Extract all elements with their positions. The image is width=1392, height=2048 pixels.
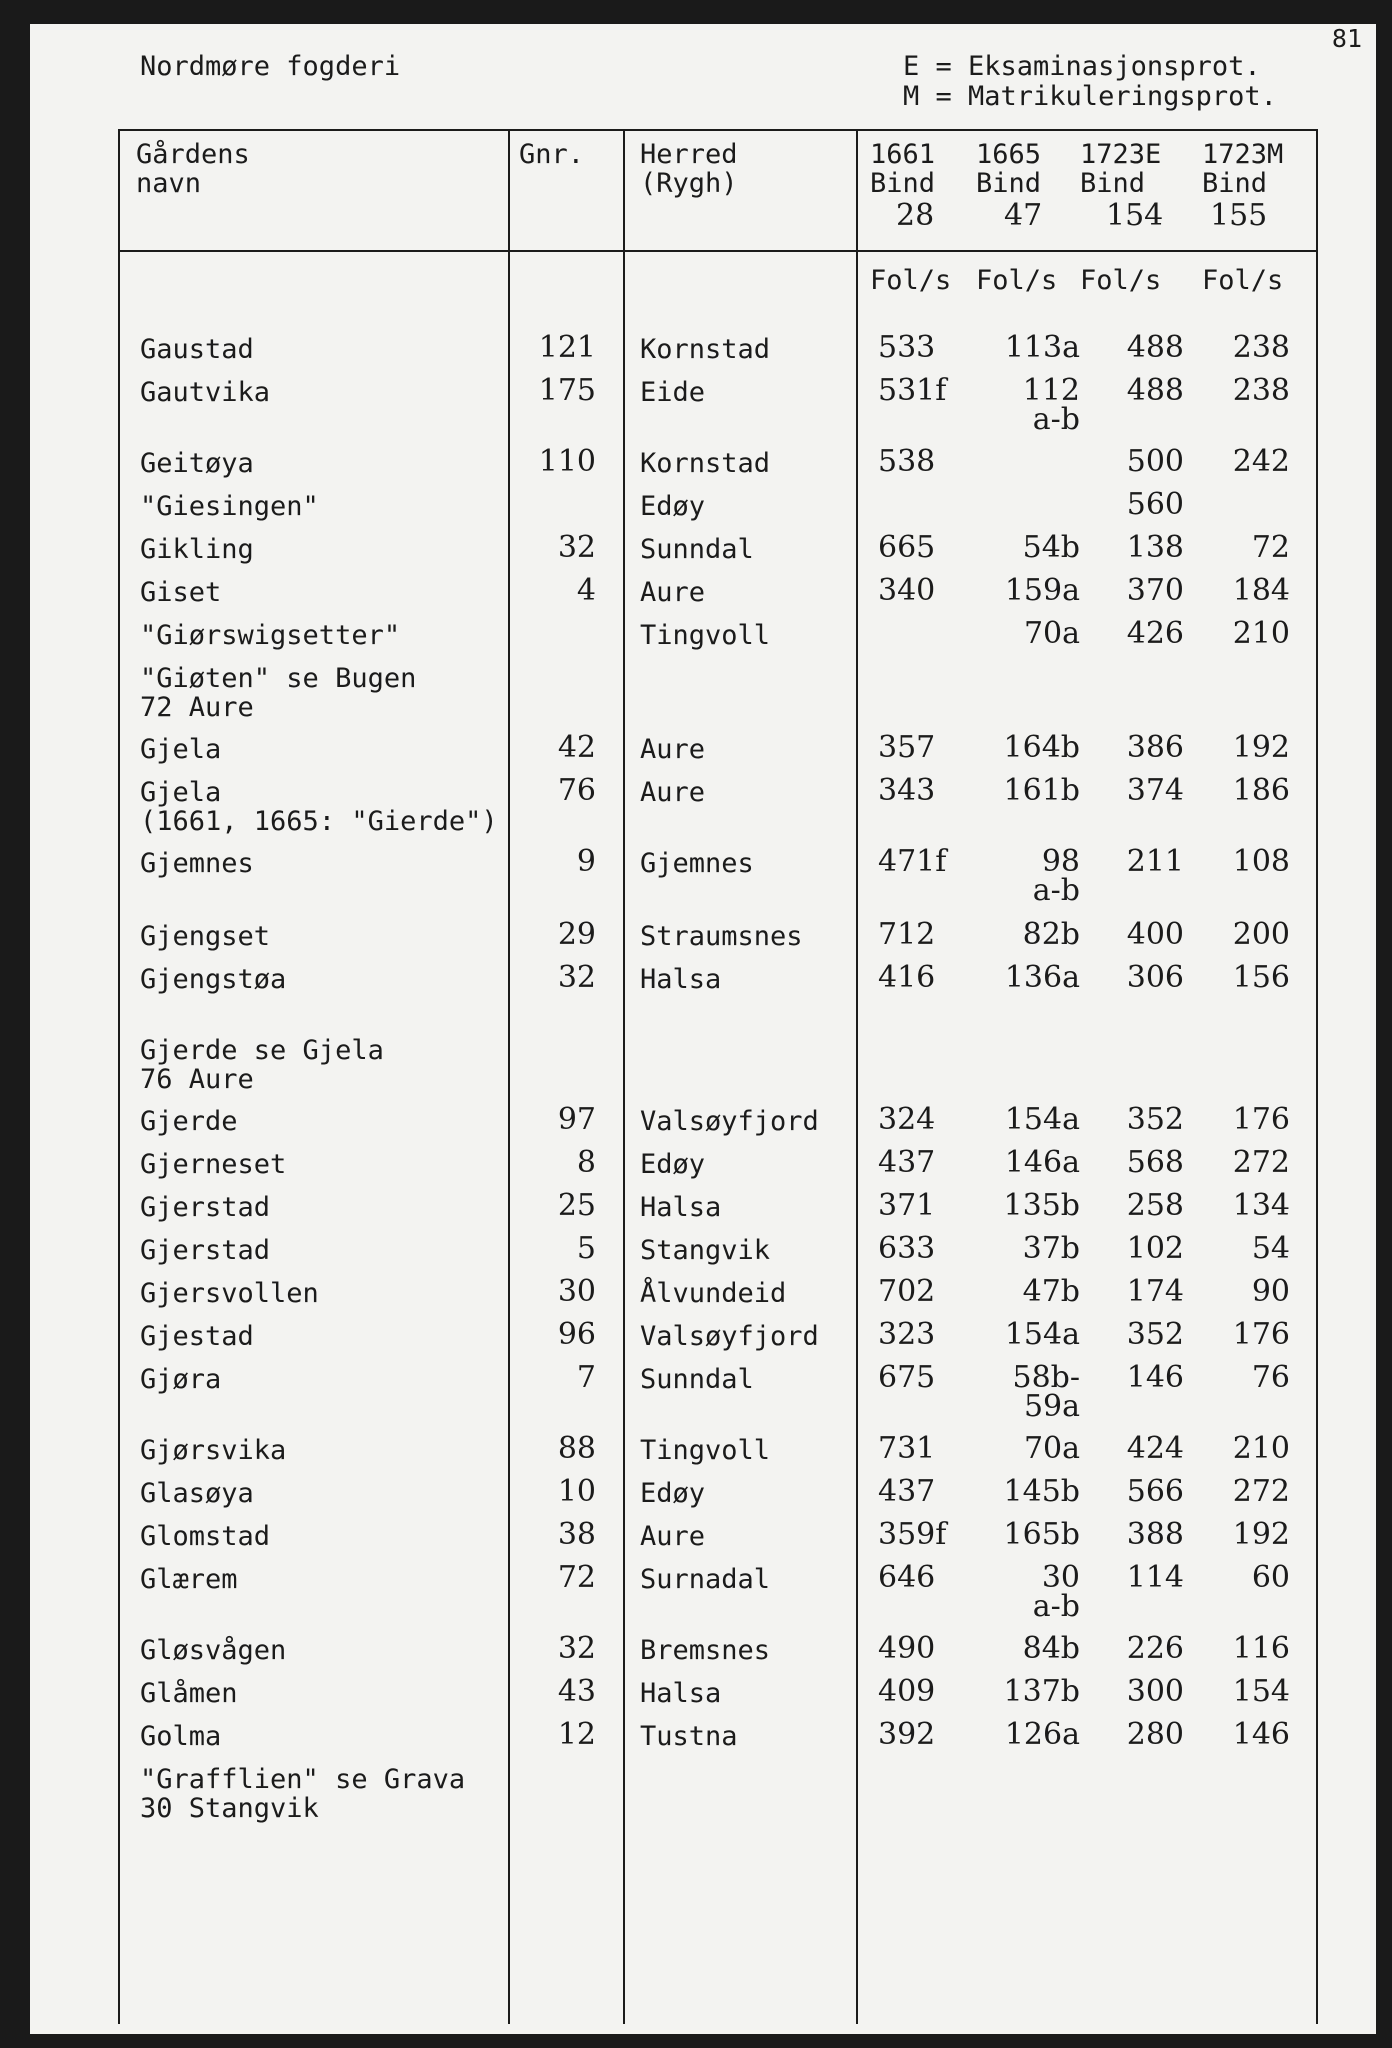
district-title: Nordmøre fogderi xyxy=(140,51,401,82)
vol-1661-cell: 359f xyxy=(878,1517,947,1552)
vol-1723m-cell: 54 xyxy=(1251,1231,1290,1266)
herred-cell: Tingvoll xyxy=(640,1435,771,1466)
vol-1665-cell: 136a xyxy=(1004,960,1080,995)
herred-cell: Halsa xyxy=(640,964,722,995)
farm-name: Golma xyxy=(140,1721,222,1752)
vol-1723e-cell: 226 xyxy=(1126,1631,1184,1666)
vol-1723m-cell: 156 xyxy=(1232,960,1290,995)
vol-1723m-cell: 238 xyxy=(1232,330,1290,365)
gnr-cell: 96 xyxy=(557,1317,596,1352)
vol-1665-cell: 113a xyxy=(1004,330,1080,365)
farm-name: (1661, 1665: "Gierde") xyxy=(140,806,498,837)
vol-1723e-cell: 374 xyxy=(1126,773,1184,808)
herred-cell: Sunndal xyxy=(640,534,754,565)
vol-1661-cell: 340 xyxy=(878,573,936,608)
vol-1661-cell: 531f xyxy=(878,373,947,408)
gnr-cell: 10 xyxy=(557,1474,596,1509)
farm-name: Glasøya xyxy=(140,1478,254,1509)
vol-1661-cell: 357 xyxy=(878,730,936,765)
vol-1661-cell: 665 xyxy=(878,530,936,565)
vol-1723m-cell: 192 xyxy=(1232,730,1290,765)
herred-cell: Bremsnes xyxy=(640,1635,771,1666)
herred-cell: Stangvik xyxy=(640,1235,771,1266)
vol-1723e-cell: 370 xyxy=(1126,573,1184,608)
herred-cell: Gjemnes xyxy=(640,848,754,879)
farm-name: "Giørswigsetter" xyxy=(140,620,401,651)
gnr-cell: 32 xyxy=(557,1631,596,1666)
vol-1661-cell: 437 xyxy=(878,1474,936,1509)
header-gnr: Gnr. xyxy=(519,139,585,170)
herred-cell: Edøy xyxy=(640,491,706,522)
herred-cell: Ålvundeid xyxy=(640,1278,787,1309)
vol-1661-cell: 409 xyxy=(878,1674,936,1709)
gnr-cell: 29 xyxy=(557,917,596,952)
legend-line: M = Matrikuleringsprot. xyxy=(903,81,1277,112)
vol-1665-cell: 54b xyxy=(1022,530,1080,565)
farm-name: Giset xyxy=(140,577,222,608)
farm-name: Gjerneset xyxy=(140,1149,287,1180)
table-right-rule xyxy=(1316,129,1318,2024)
farm-name: Gaustad xyxy=(140,334,254,365)
vol-1723m-cell: 210 xyxy=(1232,1431,1290,1466)
farm-name: 30 Stangvik xyxy=(140,1793,319,1824)
vol-1723m-cell: 72 xyxy=(1251,530,1290,565)
gnr-cell: 8 xyxy=(576,1145,596,1180)
vol-1665-cell: 70a xyxy=(1023,616,1080,651)
vol-1723e-cell: 488 xyxy=(1126,373,1184,408)
gnr-cell: 88 xyxy=(557,1431,596,1466)
vol-1723e-cell: 174 xyxy=(1126,1274,1184,1309)
vol-1723m-cell: 154 xyxy=(1232,1674,1290,1709)
herred-cell: Aure xyxy=(640,577,706,608)
vol-1665-cell: 70a xyxy=(1023,1431,1080,1466)
vol-1723e-cell: 138 xyxy=(1126,530,1184,565)
vol-1665-cell: 59a xyxy=(1023,1389,1080,1424)
vol-1665-cell: a-b xyxy=(1032,873,1080,908)
gnr-cell: 9 xyxy=(576,844,596,879)
vol-1665-cell: 135b xyxy=(1003,1188,1080,1223)
header-fol: Fol/s xyxy=(870,265,952,296)
gnr-cell: 97 xyxy=(557,1102,596,1137)
vol-1723e-cell: 280 xyxy=(1126,1717,1184,1752)
farm-name: Gjerstad xyxy=(140,1192,271,1223)
vol-1661-cell: 437 xyxy=(878,1145,936,1180)
gnr-cell: 175 xyxy=(538,373,596,408)
gnr-cell: 43 xyxy=(557,1674,596,1709)
header-1661: 1661 xyxy=(870,139,936,170)
vol-1723e-cell: 386 xyxy=(1126,730,1184,765)
column-divider xyxy=(856,129,858,2024)
vol-1661-cell: 490 xyxy=(878,1631,936,1666)
herred-cell: Halsa xyxy=(640,1192,722,1223)
herred-cell: Straumsnes xyxy=(640,921,803,952)
header-1665: 1665 xyxy=(976,139,1042,170)
gnr-cell: 25 xyxy=(557,1188,596,1223)
farm-name: Glærem xyxy=(140,1564,238,1595)
vol-1723e-cell: 568 xyxy=(1126,1145,1184,1180)
vol-1723m-cell: 176 xyxy=(1232,1102,1290,1137)
vol-1661-cell: 675 xyxy=(878,1360,936,1395)
farm-name: Gjengset xyxy=(140,921,271,952)
farm-name: Gjersvollen xyxy=(140,1278,319,1309)
gnr-cell: 7 xyxy=(576,1360,596,1395)
page-number: 81 xyxy=(1331,24,1362,53)
vol-1723m-cell: 272 xyxy=(1232,1474,1290,1509)
vol-1665-cell: 137b xyxy=(1003,1674,1080,1709)
vol-1661-cell: 471f xyxy=(878,844,947,879)
vol-1665-cell: 165b xyxy=(1003,1517,1080,1552)
herred-cell: Aure xyxy=(640,734,706,765)
farm-name: Gjerstad xyxy=(140,1235,271,1266)
vol-1665-cell: 145b xyxy=(1003,1474,1080,1509)
farm-name: Gløsvågen xyxy=(140,1635,287,1666)
herred-cell: Valsøyfjord xyxy=(640,1106,819,1137)
header-1661: Bind xyxy=(870,168,936,199)
header-1665: Bind xyxy=(976,168,1042,199)
header-1723e: 1723E xyxy=(1080,139,1162,170)
farm-name: Glåmen xyxy=(140,1678,238,1709)
vol-1661-cell: 533 xyxy=(878,330,936,365)
header-bottom-rule xyxy=(118,250,1318,252)
vol-1661-cell: 731 xyxy=(878,1431,936,1466)
herred-cell: Valsøyfjord xyxy=(640,1321,819,1352)
gnr-cell: 32 xyxy=(557,530,596,565)
vol-1661-cell: 343 xyxy=(878,773,936,808)
vol-1723e-cell: 211 xyxy=(1126,844,1184,879)
herred-cell: Edøy xyxy=(640,1478,706,1509)
header-herred: (Rygh) xyxy=(640,168,738,199)
vol-1665-cell: 154a xyxy=(1004,1102,1080,1137)
gnr-cell: 38 xyxy=(557,1517,596,1552)
herred-cell: Sunndal xyxy=(640,1364,754,1395)
vol-1723m-cell: 186 xyxy=(1232,773,1290,808)
vol-1665-cell: 164b xyxy=(1003,730,1080,765)
vol-1723m-cell: 242 xyxy=(1232,444,1290,479)
vol-1723e-cell: 488 xyxy=(1126,330,1184,365)
vol-1665-cell: 30 xyxy=(1041,1560,1080,1595)
farm-name: Glomstad xyxy=(140,1521,271,1552)
vol-1665-cell: 82b xyxy=(1022,917,1080,952)
header-fol: Fol/s xyxy=(1080,265,1162,296)
vol-1723e-cell: 258 xyxy=(1126,1188,1184,1223)
farm-name: Gautvika xyxy=(140,377,271,408)
column-divider xyxy=(623,129,625,2024)
vol-1723m-cell: 90 xyxy=(1251,1274,1290,1309)
vol-1661-cell: 416 xyxy=(878,960,936,995)
vol-1723m-cell: 146 xyxy=(1232,1717,1290,1752)
header-1723m: Bind xyxy=(1202,168,1268,199)
herred-cell: Aure xyxy=(640,777,706,808)
header-herred: Herred xyxy=(640,139,738,170)
vol-1665-cell: 146a xyxy=(1004,1145,1080,1180)
vol-1661-cell: 392 xyxy=(878,1717,936,1752)
header-name: navn xyxy=(136,168,202,199)
farm-name: Gjestad xyxy=(140,1321,254,1352)
document-page xyxy=(30,24,1376,2034)
header-1723e-volume: 154 xyxy=(1106,198,1164,233)
gnr-cell: 12 xyxy=(557,1717,596,1752)
vol-1723m-cell: 184 xyxy=(1232,573,1290,608)
vol-1723e-cell: 352 xyxy=(1126,1102,1184,1137)
vol-1661-cell: 323 xyxy=(878,1317,936,1352)
farm-name: Gjørsvika xyxy=(140,1435,287,1466)
vol-1723m-cell: 108 xyxy=(1232,844,1290,879)
vol-1723e-cell: 306 xyxy=(1126,960,1184,995)
gnr-cell: 76 xyxy=(557,773,596,808)
vol-1723m-cell: 176 xyxy=(1232,1317,1290,1352)
header-fol: Fol/s xyxy=(976,265,1058,296)
table-top-rule xyxy=(118,129,1318,131)
vol-1723e-cell: 352 xyxy=(1126,1317,1184,1352)
vol-1665-cell: 161b xyxy=(1003,773,1080,808)
herred-cell: Edøy xyxy=(640,1149,706,1180)
vol-1723m-cell: 210 xyxy=(1232,616,1290,651)
vol-1665-cell: 126a xyxy=(1004,1717,1080,1752)
vol-1723e-cell: 566 xyxy=(1126,1474,1184,1509)
header-1661-volume: 28 xyxy=(896,198,935,233)
gnr-cell: 42 xyxy=(557,730,596,765)
vol-1723e-cell: 424 xyxy=(1126,1431,1184,1466)
herred-cell: Surnadal xyxy=(640,1564,771,1595)
farm-name: "Grafflien" se Grava xyxy=(140,1764,466,1795)
header-1665-volume: 47 xyxy=(1004,198,1043,233)
herred-cell: Tustna xyxy=(640,1721,738,1752)
vol-1661-cell: 324 xyxy=(878,1102,936,1137)
vol-1661-cell: 371 xyxy=(878,1188,936,1223)
vol-1723m-cell: 272 xyxy=(1232,1145,1290,1180)
herred-cell: Kornstad xyxy=(640,334,771,365)
vol-1723e-cell: 300 xyxy=(1126,1674,1184,1709)
vol-1723m-cell: 238 xyxy=(1232,373,1290,408)
vol-1723e-cell: 114 xyxy=(1126,1560,1184,1595)
vol-1665-cell: 84b xyxy=(1022,1631,1080,1666)
table-left-rule xyxy=(118,129,120,2024)
herred-cell: Aure xyxy=(640,1521,706,1552)
farm-name: 76 Aure xyxy=(140,1064,254,1095)
vol-1723m-cell: 76 xyxy=(1251,1360,1290,1395)
vol-1723e-cell: 500 xyxy=(1126,444,1184,479)
vol-1665-cell: 154a xyxy=(1004,1317,1080,1352)
farm-name: Gjela xyxy=(140,777,222,808)
vol-1723e-cell: 388 xyxy=(1126,1517,1184,1552)
vol-1665-cell: a-b xyxy=(1032,1589,1080,1624)
vol-1665-cell: 112 xyxy=(1022,373,1080,408)
vol-1665-cell: 98 xyxy=(1041,844,1080,879)
column-divider xyxy=(508,129,510,2024)
header-fol: Fol/s xyxy=(1202,265,1284,296)
farm-name: 72 Aure xyxy=(140,692,254,723)
header-name: Gårdens xyxy=(136,139,250,170)
gnr-cell: 5 xyxy=(576,1231,596,1266)
farm-name: Gikling xyxy=(140,534,254,565)
herred-cell: Kornstad xyxy=(640,448,771,479)
farm-name: Gjemnes xyxy=(140,848,254,879)
vol-1661-cell: 538 xyxy=(878,444,936,479)
gnr-cell: 30 xyxy=(557,1274,596,1309)
gnr-cell: 72 xyxy=(557,1560,596,1595)
vol-1665-cell: 159a xyxy=(1004,573,1080,608)
vol-1661-cell: 646 xyxy=(878,1560,936,1595)
gnr-cell: 4 xyxy=(576,573,596,608)
herred-cell: Tingvoll xyxy=(640,620,771,651)
vol-1723m-cell: 200 xyxy=(1232,917,1290,952)
vol-1723e-cell: 102 xyxy=(1126,1231,1184,1266)
vol-1661-cell: 712 xyxy=(878,917,936,952)
farm-name: Gjela xyxy=(140,734,222,765)
vol-1661-cell: 702 xyxy=(878,1274,936,1309)
header-1723e: Bind xyxy=(1080,168,1146,199)
gnr-cell: 32 xyxy=(557,960,596,995)
vol-1723m-cell: 192 xyxy=(1232,1517,1290,1552)
farm-name: Gjøra xyxy=(140,1364,222,1395)
farm-name: Gjengstøa xyxy=(140,964,287,995)
vol-1665-cell: 47b xyxy=(1022,1274,1080,1309)
vol-1661-cell: 633 xyxy=(878,1231,936,1266)
vol-1665-cell: a-b xyxy=(1032,402,1080,437)
vol-1665-cell: 58b- xyxy=(1012,1360,1080,1395)
vol-1723m-cell: 116 xyxy=(1232,1631,1290,1666)
vol-1723m-cell: 60 xyxy=(1251,1560,1290,1595)
vol-1665-cell: 37b xyxy=(1022,1231,1080,1266)
gnr-cell: 121 xyxy=(538,330,596,365)
herred-cell: Halsa xyxy=(640,1678,722,1709)
vol-1723e-cell: 400 xyxy=(1126,917,1184,952)
legend-line: E = Eksaminasjonsprot. xyxy=(903,51,1261,82)
farm-name: "Giøten" se Bugen xyxy=(140,663,417,694)
vol-1723e-cell: 560 xyxy=(1126,487,1184,522)
farm-name: Gjerde se Gjela xyxy=(140,1035,384,1066)
header-1723m-volume: 155 xyxy=(1210,198,1268,233)
vol-1723m-cell: 134 xyxy=(1232,1188,1290,1223)
farm-name: "Giesingen" xyxy=(140,491,319,522)
vol-1723e-cell: 146 xyxy=(1126,1360,1184,1395)
herred-cell: Eide xyxy=(640,377,706,408)
farm-name: Geitøya xyxy=(140,448,254,479)
farm-name: Gjerde xyxy=(140,1106,238,1137)
gnr-cell: 110 xyxy=(538,444,596,479)
header-1723m: 1723M xyxy=(1202,139,1284,170)
vol-1723e-cell: 426 xyxy=(1126,616,1184,651)
